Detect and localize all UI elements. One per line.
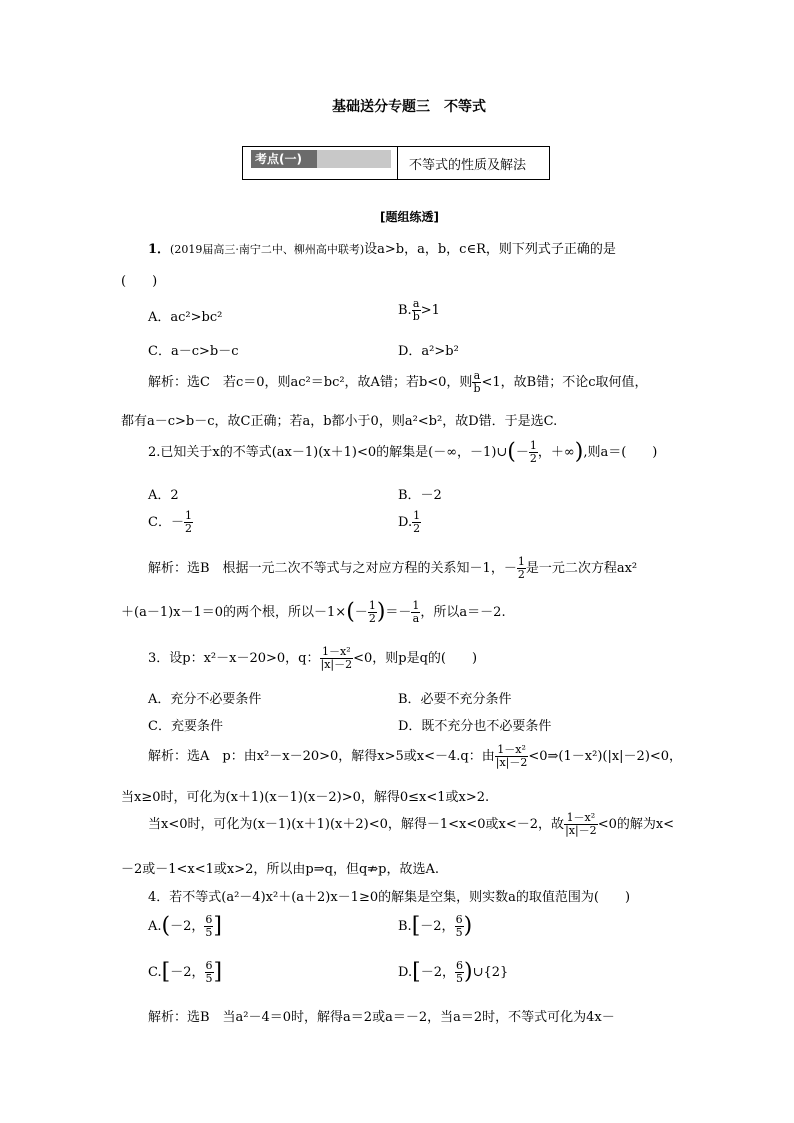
q3-solution-line4: －2或－1<x<1或x>2，所以由p⇒q，但q⇏p，故选A.	[121, 862, 440, 877]
topic-title: 不等式的性质及解法	[409, 158, 527, 173]
fraction: $\frac{1}{2}$	[413, 509, 421, 535]
q3-option-b: B．必要不充分条件	[398, 692, 512, 707]
page-title: 基础送分专题三 不等式	[332, 99, 486, 115]
fraction: $\frac{6}{5}$	[205, 959, 213, 985]
q4-stem: 4．若不等式(a²－4)x²＋(a＋2)x－1≥0的解集是空集，则实数a的取值范围为( )	[148, 890, 631, 905]
fraction: $\frac{6}{5}$	[455, 959, 463, 985]
q1-option-d: D．a²>b²	[398, 344, 459, 359]
topic-box	[242, 146, 550, 180]
fraction: $\frac{1}{2}$	[529, 439, 537, 465]
q1-solution-line2: 都有a－c>b－c，故C正确；若a，b都小于0，则a²<b²，故D错．于是选C.	[121, 414, 558, 429]
q2-stem: 2.已知关于x的不等式(ax－1)(x＋1)<0的解集是(－∞，－1)∪(－ $\frac{1}{2}$ ，＋∞),则a＝( )	[148, 439, 658, 465]
fraction: $\frac{a}{b}$	[412, 297, 420, 323]
q2-option-a: A．2	[148, 488, 179, 503]
q1-option-b: B. $\frac{a}{b}$ >1	[398, 297, 440, 323]
q2-solution-line2: ＋(a－1)x－1＝0的两个根，所以－1×(－ $\frac{1}{2}$ )＝－ $\frac{1}{a}$ ，所以a＝－2.	[121, 599, 506, 625]
q4-option-a: A.(－2， $\frac{6}{5}$ ]	[148, 913, 222, 939]
q2-option-d: D. $\frac{1}{2}$	[398, 509, 421, 535]
q2-option-c: C．－ $\frac{1}{2}$	[148, 509, 192, 535]
fraction: $\frac{\text{1－x²}}{|x|-2}$	[495, 743, 528, 769]
q1-option-a: A．ac²>bc²	[148, 310, 223, 325]
fraction: $\frac{\text{1－x²}}{|x|-2}$	[320, 645, 353, 671]
topic-box-left	[243, 147, 398, 179]
q1-paren: ( )	[121, 274, 158, 289]
fraction: $\frac{\text{1－x²}}{|x|-2}$	[565, 811, 597, 837]
q4-option-d: D.[－2， $\frac{6}{5}$ )∪{2}	[398, 959, 509, 985]
fraction: $\frac{1}{2}$	[368, 599, 376, 625]
q1-option-c: C．a－c>b－c	[148, 344, 239, 359]
q1-solution-line1: 解析：选C 若c＝0，则ac²＝bc²，故A错；若b<0，则 $\frac{a}{b}$ <1，故B错；不论c取何值，	[148, 369, 648, 395]
q3-solution-line1: 解析：选A p：由x²－x－20>0，解得x>5或x<－4.q：由 $\frac{\text{1－x²}}{|x|-2}$ <0⇒(1－x²)(|x|－2)<0，	[148, 743, 683, 769]
q3-option-c: C．充要条件	[148, 719, 223, 734]
q3-solution-line2: 当x≥0时，可化为(x＋1)(x－1)(x－2)>0，解得0≤x<1或x>2.	[121, 790, 490, 805]
fraction: $\frac{1}{2}$	[517, 555, 525, 581]
q1-source: (2019届高三·南宁二中、柳州高中联考)	[170, 243, 365, 256]
fraction: $\frac{6}{5}$	[455, 913, 463, 939]
fraction: $\frac{6}{5}$	[205, 913, 213, 939]
fraction: $\frac{1}{a}$	[412, 599, 420, 625]
q3-option-d: D．既不充分也不必要条件	[398, 719, 552, 734]
fraction: $\frac{1}{2}$	[184, 509, 192, 535]
q1-stem: 1．(2019届高三·南宁二中、柳州高中联考)设a>b，a，b，c∈R，则下列式子正确的是	[148, 242, 616, 257]
section-label: [题组练透]	[380, 210, 439, 224]
q4-option-b: B.[－2， $\frac{6}{5}$ )	[398, 913, 473, 939]
topic-tag: 考点(一)	[251, 150, 317, 168]
q3-option-a: A．充分不必要条件	[148, 692, 262, 707]
q2-option-b: B．－2	[398, 488, 442, 503]
q4-option-c: C.[－2， $\frac{6}{5}$ ]	[148, 959, 223, 985]
q2-solution-line1: 解析：选B 根据一元二次不等式与之对应方程的关系知－1，－ $\frac{1}{2}$ 是一元二次方程ax²	[148, 555, 638, 581]
q3-solution-line3: 当x<0时，可化为(x－1)(x＋1)(x＋2)<0，解得－1<x<0或x<－2，故 $\frac{\text{1－x²}}{|x|-2}$ <0的解为x<	[148, 811, 675, 837]
fraction: $\frac{a}{b}$	[473, 369, 481, 395]
q3-stem: 3．设p：x²－x－20>0，q： $\frac{\text{1－x²}}{|x|-2}$ <0，则p是q的( )	[148, 645, 478, 671]
q4-solution-line1: 解析：选B 当a²－4＝0时，解得a＝2或a＝－2，当a＝2时，不等式可化为4x－	[148, 1010, 615, 1025]
